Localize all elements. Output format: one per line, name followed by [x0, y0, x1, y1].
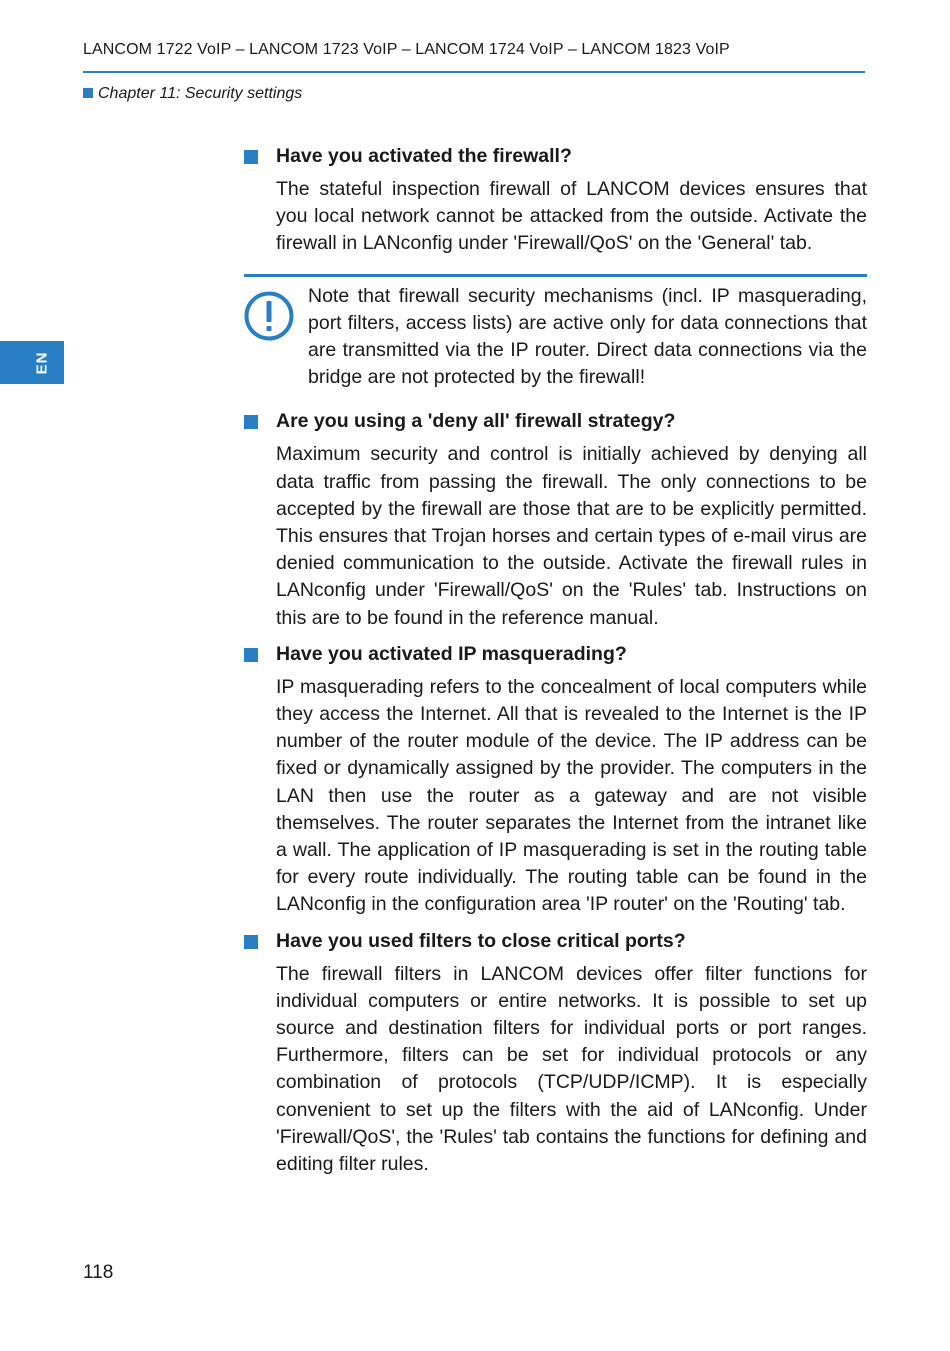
section-body: The stateful inspection firewall of LANCOM devices ensures that you local network cannot be attacked from the outside. Activate the firewall in LANconfig under 'Firewall/QoS' on the 'General' tab. [276, 178, 867, 255]
running-header-title: LANCOM 1722 VoIP – LANCOM 1723 VoIP – LANCOM 1724 VoIP – LANCOM 1823 VoIP [83, 41, 730, 58]
section-filters [244, 929, 867, 1179]
bullet-square-icon [244, 150, 258, 164]
language-tab-label: EN [33, 351, 51, 374]
section-heading [244, 144, 867, 168]
chapter-label [83, 85, 302, 103]
section-heading-text: Are you using a 'deny all' firewall strategy? [276, 410, 676, 433]
language-tab [0, 341, 64, 384]
chapter-label-text: Chapter 11: Security settings [98, 85, 303, 102]
section-heading-text: Have you used filters to close critical ports? [276, 929, 686, 952]
section-firewall [244, 144, 867, 258]
bullet-square-icon [244, 935, 258, 949]
section-heading-text: Have you activated the firewall? [276, 145, 572, 167]
page-number: 118 [83, 1262, 114, 1283]
header-divider [83, 71, 865, 73]
section-body: Maximum security and control is initially achieved by denying all data traffic from passing the firewall. The only connections to be accepted by the firewall are those that are to be explicitly permitted. This ensures that Trojan horses and certain types of e-mail virus are denied communication to the outside. Activate the firewall rules in LANconfig under 'Firewall/QoS' on the 'Rules' tab. Instructions on this are to be found in the reference manual. [276, 443, 867, 629]
note-text: Note that firewall security mechanisms (incl. IP masquerading, port filters, access lists) are active only for data connections that are transmitted via the IP router. Direct data connections via the bridge are not protected by the firewall! [308, 284, 867, 389]
section-body: IP masquerading refers to the concealment of local computers while they access the Internet. All that is revealed to the Internet is the IP number of the router module of the device. The IP address can be fixed or dynamically assigned by the provider. The computers in the LAN then use the router as a gateway and are not visible themselves. The router separates the Internet from the intranet like a wall. The application of IP masquerading is set in the routing table for every route individually. The routing table can be found in the LANconfig in the configuration area 'IP router' on the 'Routing' tab. [276, 675, 867, 916]
section-heading [244, 409, 867, 433]
section-heading-text: Have you activated IP masquerading? [276, 642, 627, 665]
section-heading [244, 642, 867, 666]
bullet-square-icon [244, 415, 258, 429]
bullet-square-icon [244, 648, 258, 662]
section-deny-all [244, 409, 867, 631]
chapter-marker-icon [83, 88, 93, 98]
main-content [244, 144, 867, 1188]
section-ip-masquerading [244, 642, 867, 919]
section-heading [244, 929, 867, 953]
section-body: The firewall filters in LANCOM devices offer filter functions for individual computers or entire networks. It is possible to set up source and destination filters for individual ports or port ranges. Furthermore, filters can be set for individual protocols or any combination of protocols (TCP/UDP/ICMP). It is especially convenient to set up the filters with the aid of LANconfig. Under 'Firewall/QoS', the 'Rules' tab contains the functions for defining and editing filter rules. [276, 962, 867, 1176]
exclamation-icon [244, 291, 294, 341]
note-box [244, 274, 867, 392]
